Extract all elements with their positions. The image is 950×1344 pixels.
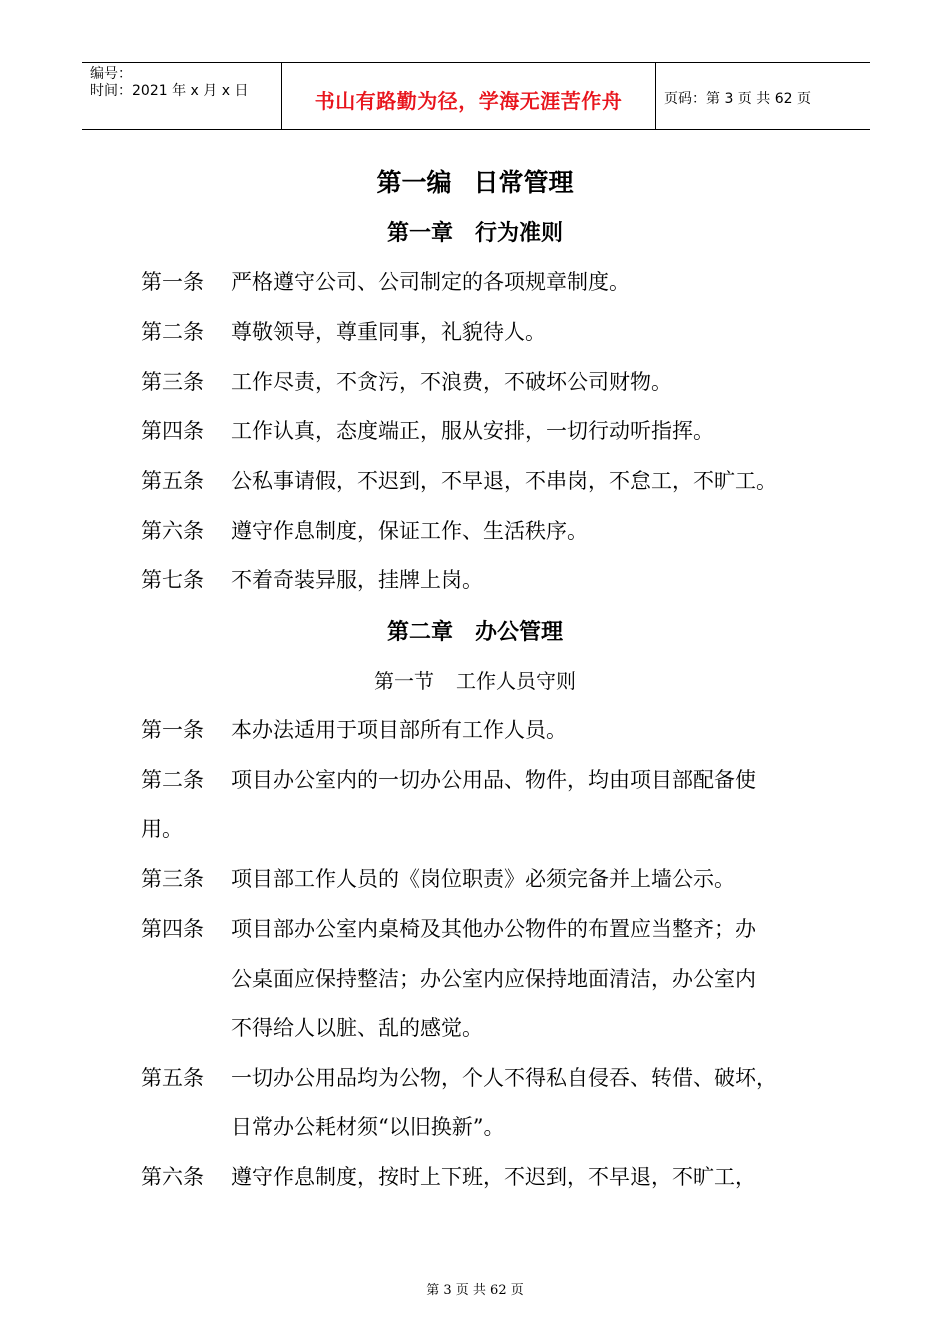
article [141,863,735,893]
article-label: 第六条 [141,1165,204,1189]
article-label: 第四条 [141,917,204,941]
chapter-1-heading [0,216,950,247]
article-label: 第三条 [141,370,204,394]
article-label: 第二条 [141,320,204,344]
article-text: 项目部办公室内桌椅及其他办公物件的布置应当整齐；办 [231,917,756,941]
chapter-2-heading [0,615,950,646]
article-label: 第七条 [141,568,204,592]
article-text: 项目部工作人员的《岗位职责》必须完备并上墙公示。 [231,867,735,891]
article [141,266,630,296]
title-part-name: 日常管理 [473,168,574,197]
article [141,515,588,545]
header-motto: 书山有路勤为径，学海无涯苦作舟 [314,89,623,113]
page-title [0,163,950,199]
article [141,415,714,445]
article [141,714,567,744]
header-meta [90,66,248,100]
article-label: 第一条 [141,718,204,742]
chapter-1-number: 第一章 [386,221,453,246]
article [141,316,546,346]
article-label: 第四条 [141,419,204,443]
article [141,1161,756,1191]
section-1-number: 第一节 [374,669,434,693]
article-label: 第三条 [141,867,204,891]
article [141,913,756,943]
article-text-continued: 日常办公耗材须“以旧换新”。 [231,1115,505,1139]
section-1-name: 工作人员守则 [456,669,576,693]
article-label: 第一条 [141,270,204,294]
article-text: 工作尽责，不贪污，不浪费，不破坏公司财物。 [231,370,672,394]
article [141,366,672,396]
chapter-2-number: 第二章 [386,620,453,645]
article-text: 项目办公室内的一切办公用品、物件，均由项目部配备使 [231,768,756,792]
chapter-1-name: 行为准则 [475,221,564,246]
article [141,465,777,495]
article-label: 第二条 [141,768,204,792]
article-text: 遵守作息制度，按时上下班，不迟到，不早退，不旷工， [231,1165,756,1189]
document-date: 时间：2021 年 x 月 x 日 [90,83,249,99]
article-label: 第五条 [141,1066,204,1090]
article-text: 遵守作息制度，保证工作、生活秩序。 [231,519,588,543]
header-page-info: 页码：第 3 页 共 62 页 [664,91,811,107]
chapter-2-name: 办公管理 [475,620,564,645]
article-text-continued: 用。 [141,817,183,841]
article-text: 一切办公用品均为公物，个人不得私自侵吞、转借、破坏， [231,1066,777,1090]
section-1-heading [0,665,950,694]
article-text: 不着奇装异服，挂牌上岗。 [231,568,483,592]
header-divider-right [655,62,656,129]
article-text: 工作认真，态度端正，服从安排，一切行动听指挥。 [231,419,714,443]
article-text-continued: 公桌面应保持整洁；办公室内应保持地面清洁，办公室内 [231,967,756,991]
article [141,1062,777,1092]
title-part-number: 第一编 [376,168,452,197]
header-bottom-rule [82,129,870,130]
header-top-rule [82,62,870,63]
article-text: 严格遵守公司、公司制定的各项规章制度。 [231,270,630,294]
article-label: 第五条 [141,469,204,493]
article [141,764,756,794]
article-label: 第六条 [141,519,204,543]
article [141,564,483,594]
article-text-continued: 不得给人以脏、乱的感觉。 [231,1016,483,1040]
page-footer: 第 3 页 共 62 页 [426,1283,524,1298]
article-text: 公私事请假，不迟到，不早退，不串岗，不怠工，不旷工。 [231,469,777,493]
article-text: 本办法适用于项目部所有工作人员。 [231,718,567,742]
document-number: 编号： [90,66,132,82]
article-text: 尊敬领导，尊重同事，礼貌待人。 [231,320,546,344]
